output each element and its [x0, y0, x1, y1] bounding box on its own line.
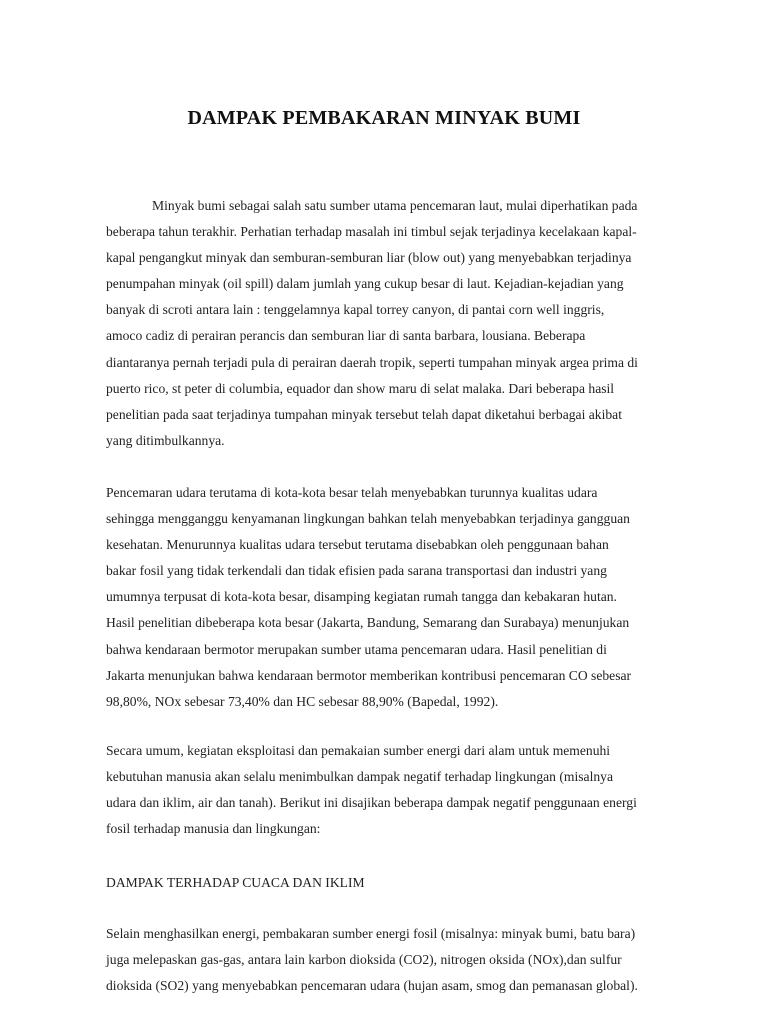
text-line: bakar fosil yang tidak terkendali dan tidak efisien pada sarana transportasi dan industri yang [106, 563, 607, 579]
text-line: umumnya terpusat di kota-kota besar, disamping kegiatan rumah tangga dan kebakaran hutan. [106, 589, 617, 605]
text-line: Jakarta menunjukan bahwa kendaraan bermotor memberikan kontribusi pencemaran CO sebesar [106, 667, 632, 683]
text-line: penumpahan minyak (oil spill) dalam jumlah yang cukup besar di laut. Kejadian-kejadian yang [106, 276, 624, 292]
text-line: dioksida (SO2) yang menyebabkan pencemaran udara (hujan asam, smog dan pemanasan global). [106, 978, 638, 994]
text-line: Selain menghasilkan energi, pembakaran sumber energi fosil (misalnya: minyak bumi, batu bara) [106, 926, 636, 941]
text-line: fosil terhadap manusia dan lingkungan: [106, 821, 321, 837]
text-line: kapal pengangkut minyak dan semburan-semburan liar (blow out) yang menyebabkan terjadinya [106, 250, 632, 266]
paragraph-air-pollution [106, 480, 706, 715]
text-line: Pencemaran udara terutama di kota-kota besar telah menyebabkan turunnya kualitas udara [106, 485, 598, 500]
text-line: kesehatan. Menurunnya kualitas udara tersebut terutama disebabkan oleh penggunaan bahan [106, 537, 609, 553]
text-line: sehingga mengganggu kenyamanan lingkungan bahkan telah menyebabkan terjadinya gangguan [106, 511, 630, 527]
section-heading [106, 870, 706, 896]
text-line: puerto rico, st peter di columbia, equador dan show maru di selat malaka. Dari beberapa hasil [106, 380, 615, 396]
text-line: Secara umum, kegiatan eksploitasi dan pemakaian sumber energi dari alam untuk memenuhi [106, 743, 611, 758]
text-line: banyak di scroti antara lain : tenggelamnya kapal torrey canyon, di pantai corn well inggris, [106, 302, 605, 318]
text-line: juga melepaskan gas-gas, antara lain karbon dioksida (CO2), nitrogen oksida (NOx),dan sulfur [106, 952, 622, 968]
text-line: Hasil penelitian dibeberapa kota besar (Jakarta, Bandung, Semarang dan Surabaya) menunjukan [106, 615, 630, 631]
text-line: penelitian pada saat terjadinya tumpahan minyak tersebut telah dapat diketahui berbagai akibat [106, 406, 622, 422]
text-line: bahwa kendaraan bermotor merupakan sumber utama pencemaran udara. Hasil penelitian di [106, 641, 607, 657]
text-line: yang ditimbulkannya. [106, 432, 225, 448]
text-line: udara dan iklim, air dan tanah). Berikut ini disajikan beberapa dampak negatif penggunaan energi [106, 795, 637, 811]
text-line: beberapa tahun terakhir. Perhatian terhadap masalah ini timbul sejak terjadinya kecelakaan kapal- [106, 224, 637, 240]
text-line: diantaranya pernah terjadi pula di perairan daerah tropik, seperti tumpahan minyak argea prima di [106, 354, 638, 370]
text-line: 98,80%, NOx sebesar 73,40% dan HC sebesar 88,90% (Bapedal, 1992). [106, 693, 499, 709]
paragraph-general-impact [106, 738, 706, 842]
text-line: Minyak bumi sebagai salah satu sumber utama pencemaran laut, mulai diperhatikan pada [152, 198, 638, 213]
paragraph-weather-climate [106, 921, 706, 999]
paragraph-oil-pollution [106, 193, 706, 454]
document-title: DAMPAK PEMBAKARAN MINYAK BUMI [187, 107, 581, 129]
section-heading-text: DAMPAK TERHADAP CUACA DAN IKLIM [106, 875, 365, 890]
text-line: amoco cadiz di perairan perancis dan semburan liar di santa barbara, lousiana. Beberapa [106, 328, 586, 344]
text-line: kebutuhan manusia akan selalu menimbulkan dampak negatif terhadap lingkungan (misalnya [106, 769, 613, 785]
